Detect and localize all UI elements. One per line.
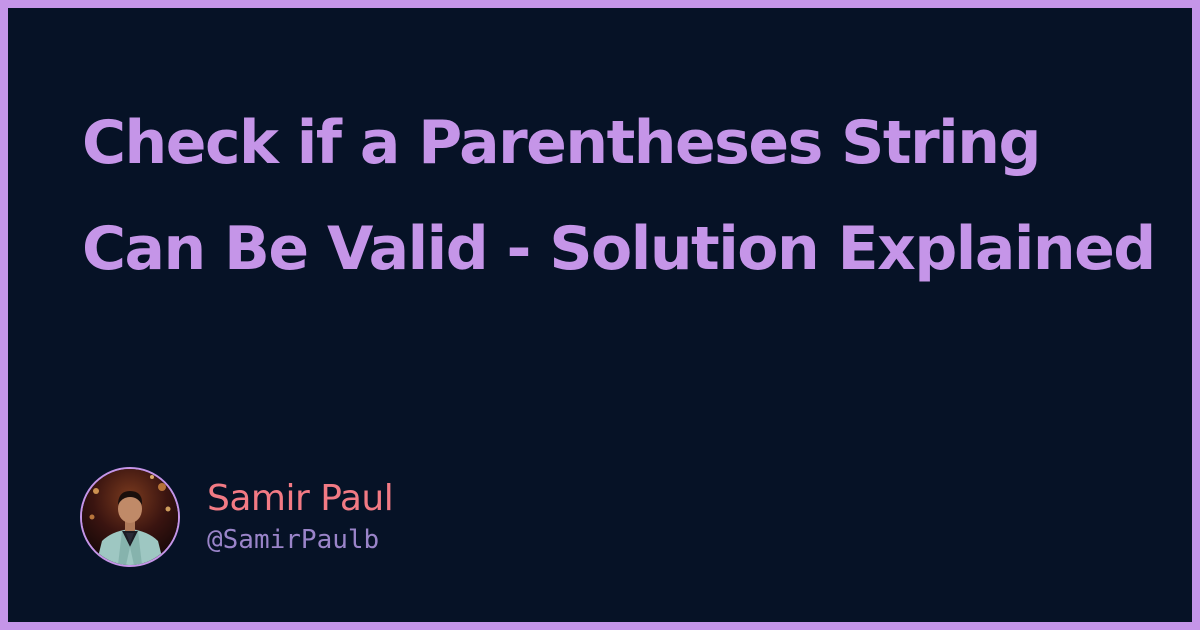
page-title: Check if a Parentheses String Can Be Valid - Solution Explained (82, 108, 1155, 284)
author-handle: @SamirPaulb (207, 525, 380, 555)
author-block (80, 467, 393, 567)
avatar (80, 467, 180, 567)
author-name: Samir Paul (207, 478, 394, 519)
profile-photo-icon (82, 469, 178, 565)
